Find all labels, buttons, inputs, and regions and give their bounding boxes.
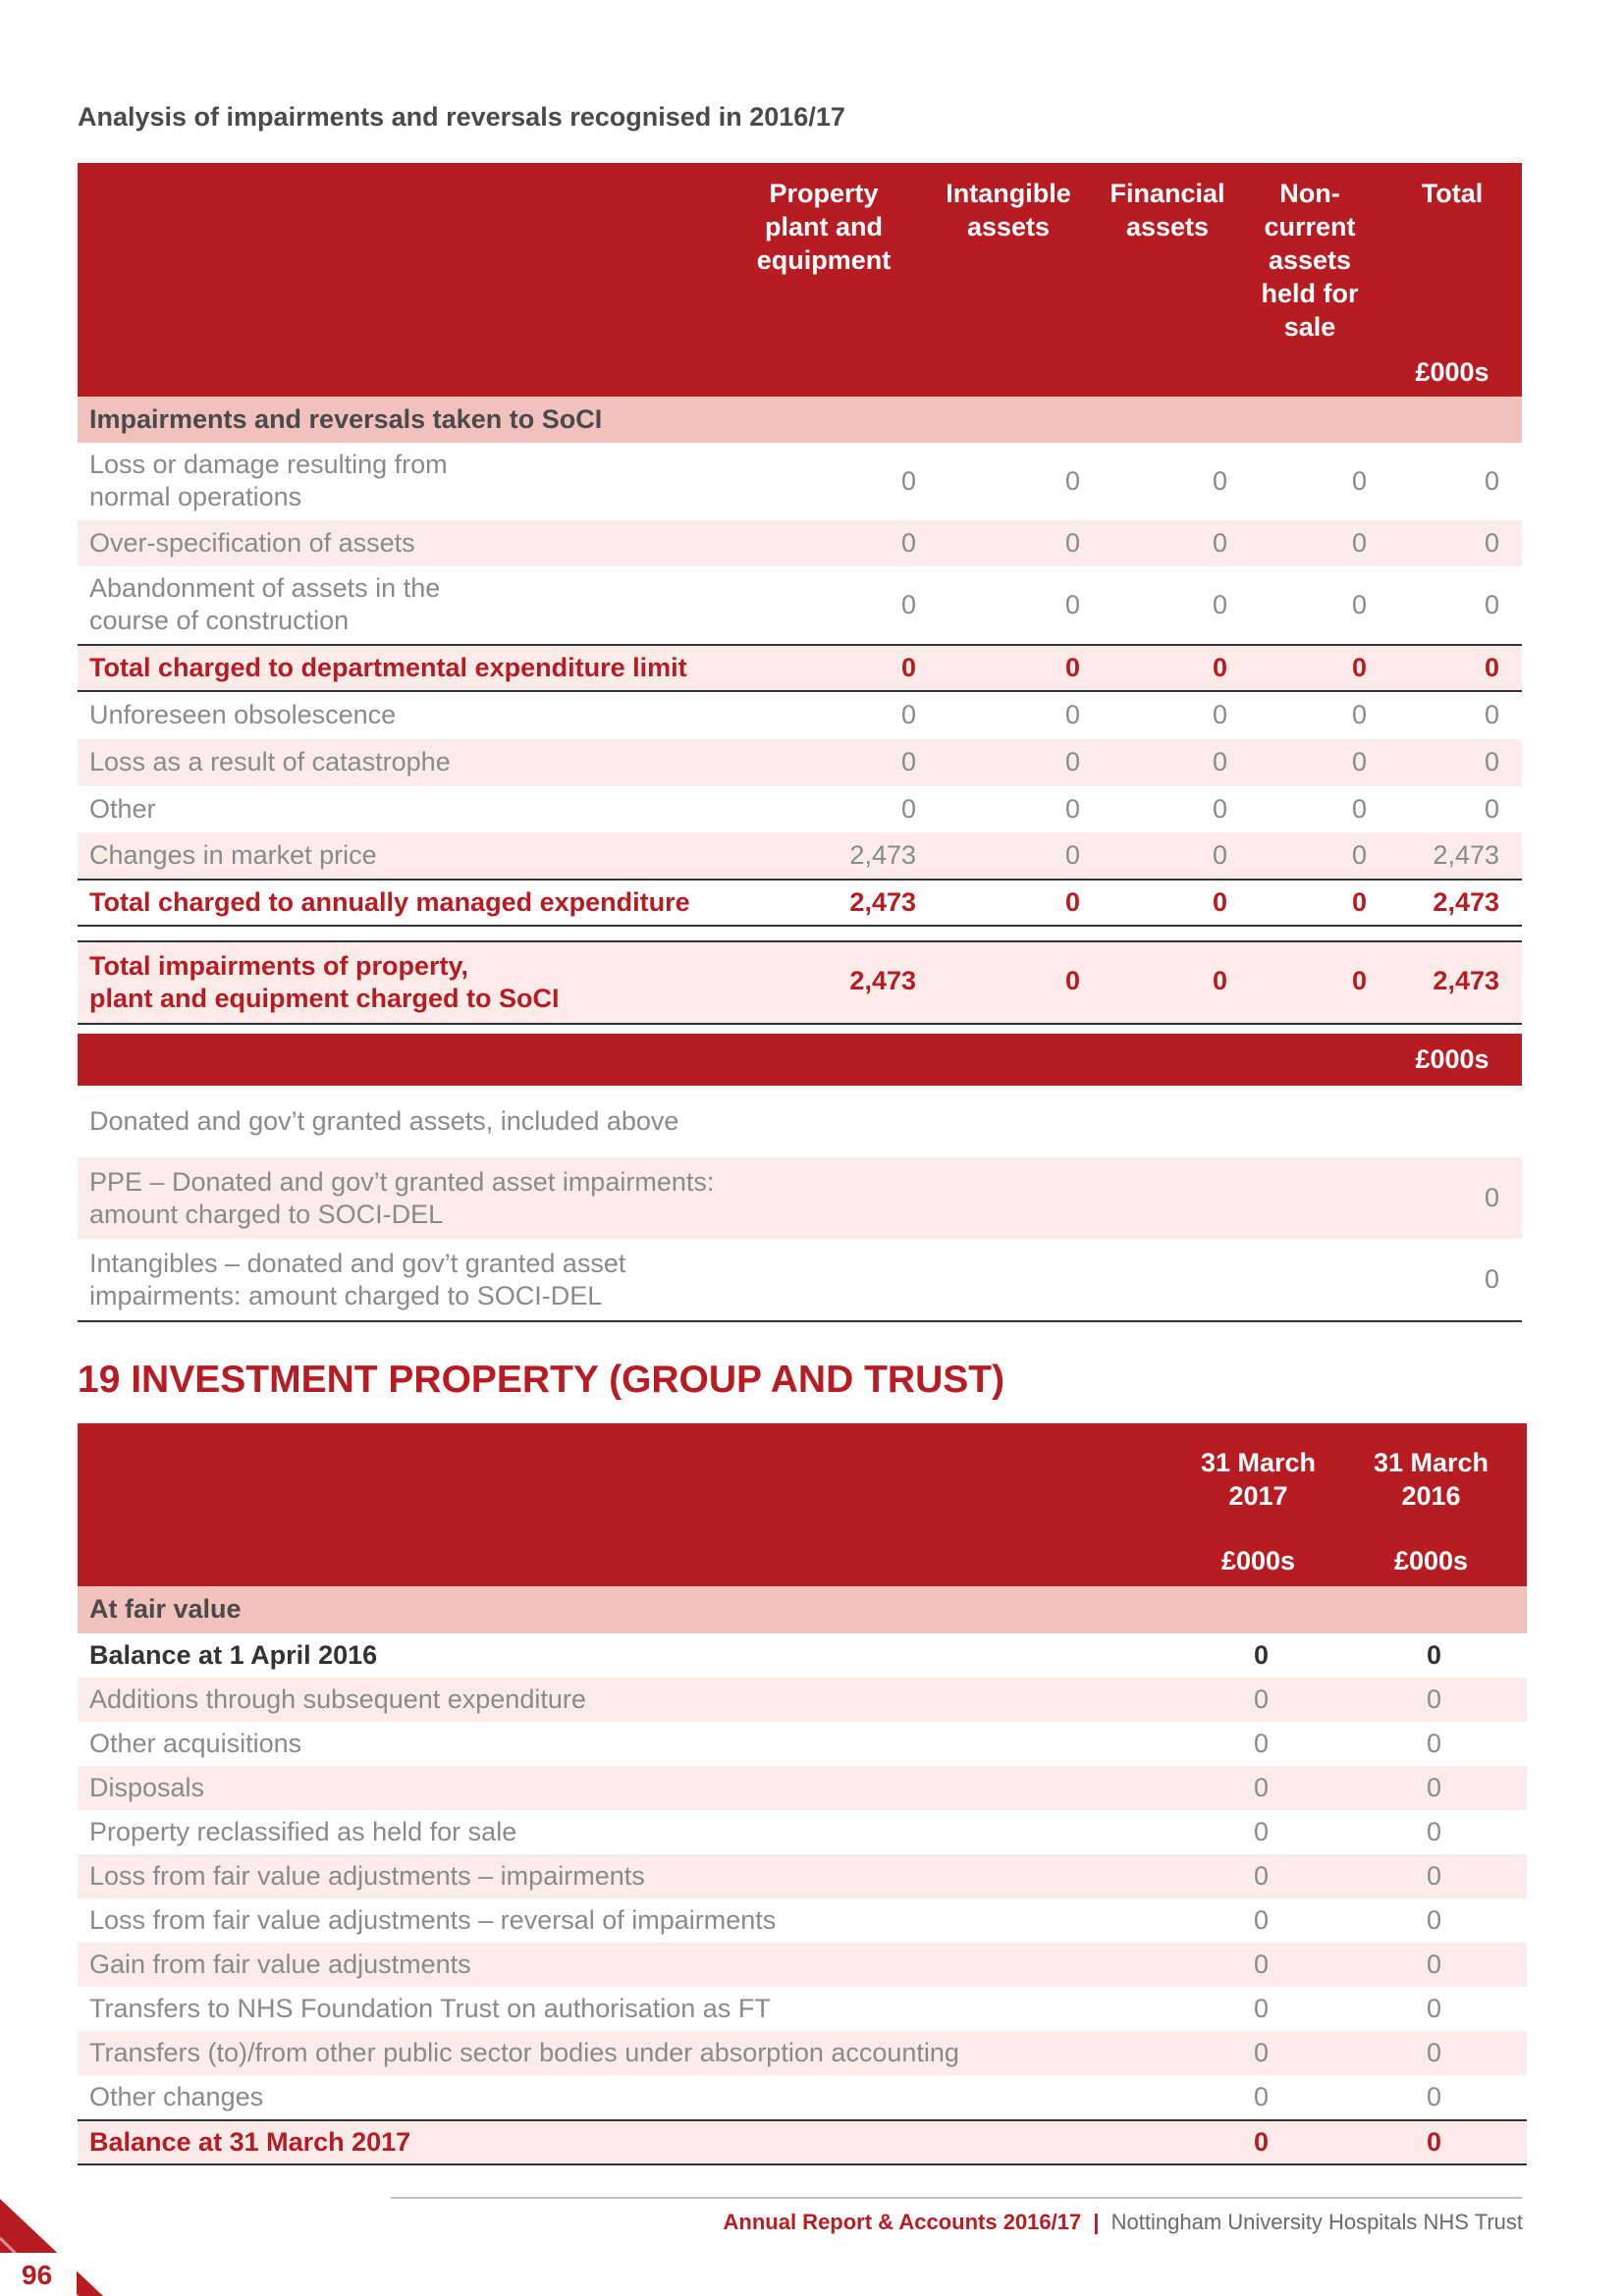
- row-label: Gain from fair value adjustments: [89, 1949, 471, 1979]
- table-row: [78, 520, 1522, 566]
- header-intangible-line: Intangible: [946, 179, 1071, 208]
- cell-value: 0: [900, 466, 916, 496]
- table-row: [78, 2031, 1527, 2075]
- cell-value: 0: [1484, 1183, 1499, 1212]
- cell-value: 0: [1253, 1817, 1269, 1846]
- row-label: Loss or damage resulting from normal operations: [89, 450, 448, 511]
- cell-value: 0: [900, 528, 916, 558]
- header-non-current-line: sale: [1283, 312, 1336, 342]
- cell-value: 2,473: [849, 966, 916, 995]
- cell-value: 0: [900, 747, 916, 776]
- row-label: PPE – Donated and gov’t granted asset impairments: amount charged to SOCI-DEL: [89, 1167, 715, 1229]
- cell-value: 0: [1426, 1729, 1441, 1758]
- table-row: [78, 692, 1522, 739]
- footer-separator: |: [1093, 2210, 1100, 2234]
- cell-value: 0: [1426, 1905, 1441, 1935]
- row-label: Unforeseen obsolescence: [89, 700, 397, 729]
- row-label: Loss from fair value adjustments – reversal of impairments: [89, 1905, 777, 1935]
- subheader-row: [78, 1586, 1527, 1633]
- header-non-current-line: held for: [1261, 279, 1359, 308]
- header-intangible: [940, 177, 1077, 243]
- cell-value: 0: [1064, 700, 1080, 729]
- section-heading: Analysis of impairments and reversals recognised in 2016/17: [78, 102, 845, 132]
- cell-value: 0: [1484, 528, 1499, 558]
- cell-value: 0: [1426, 1684, 1441, 1714]
- cell-value: 0: [1484, 700, 1499, 729]
- header-2016-unit: £000s: [1393, 1546, 1469, 1575]
- cell-value: 0: [1253, 1684, 1269, 1714]
- header-ppe-line: Property: [769, 179, 879, 208]
- row-label: Balance at 31 March 2017: [89, 2127, 411, 2157]
- cell-value: 0: [1351, 747, 1367, 776]
- row-label: Over-specification of assets: [89, 528, 415, 558]
- table-row: [78, 443, 1522, 520]
- cell-value: 0: [1351, 528, 1367, 558]
- header-2017: [1187, 1446, 1329, 1577]
- row-label: Total charged to annually managed expenditure: [89, 887, 690, 917]
- header-ppe-line: equipment: [756, 245, 892, 275]
- cell-value: 0: [1253, 1994, 1269, 2023]
- row-label: Donated and gov’t granted assets, included above: [89, 1106, 679, 1136]
- cell-value: 0: [1351, 966, 1367, 995]
- total-row: [78, 2119, 1527, 2165]
- row-label: Property reclassified as held for sale: [89, 1817, 517, 1846]
- cell-value: 0: [1064, 840, 1080, 870]
- cell-value: 0: [1212, 747, 1227, 776]
- table-row: [78, 1766, 1527, 1810]
- header-2017-line: 2017: [1228, 1481, 1288, 1511]
- cell-value: 0: [1212, 794, 1227, 824]
- cell-value: 0: [1212, 966, 1227, 995]
- cell-value: 0: [1426, 1817, 1441, 1846]
- row-label: Abandonment of assets in the course of construction: [89, 573, 441, 635]
- grand-total-row: [78, 940, 1522, 1025]
- header-2017-unit: £000s: [1220, 1546, 1296, 1575]
- header-unit: £000s: [1415, 1044, 1489, 1074]
- cell-value: 0: [1351, 794, 1367, 824]
- table-row: [78, 1898, 1527, 1943]
- table-row: [78, 1678, 1527, 1722]
- cell-value: 0: [1351, 466, 1367, 496]
- cell-value: 0: [900, 590, 916, 619]
- cell-value: 0: [1426, 2038, 1441, 2067]
- row-label: Loss as a result of catastrophe: [89, 747, 451, 776]
- caption-row: [78, 1086, 1522, 1157]
- table-row: [78, 1633, 1527, 1678]
- cell-value: 0: [1064, 653, 1080, 682]
- cell-value: 0: [1212, 528, 1227, 558]
- row-label: Changes in market price: [89, 840, 377, 870]
- investment-property-header: [78, 1423, 1527, 1586]
- row-label: Other acquisitions: [89, 1729, 302, 1758]
- subheader-label: At fair value: [89, 1594, 242, 1624]
- table-row: [78, 2075, 1527, 2119]
- cell-value: 0: [1351, 653, 1367, 682]
- cell-value: 0: [1484, 590, 1499, 619]
- cell-value: 0: [1426, 1994, 1441, 2023]
- cell-value: 0: [1064, 466, 1080, 496]
- cell-value: 0: [1064, 528, 1080, 558]
- table-row: [78, 832, 1522, 879]
- footer-report-title: Annual Report & Accounts 2016/17: [723, 2210, 1082, 2234]
- cell-value: 0: [1253, 1861, 1269, 1891]
- cell-value: 0: [1212, 700, 1227, 729]
- row-label: Transfers to NHS Foundation Trust on authorisation as FT: [89, 1994, 771, 2023]
- table-row: [78, 566, 1522, 644]
- cell-value: 0: [1212, 840, 1227, 870]
- cell-value: 0: [900, 653, 916, 682]
- cell-value: 0: [1484, 747, 1499, 776]
- table-row: [78, 786, 1522, 832]
- cell-value: 0: [1064, 794, 1080, 824]
- cell-value: 0: [1064, 747, 1080, 776]
- footer-rule: [391, 2197, 1522, 2199]
- row-label: Transfers (to)/from other public sector bodies under absorption accounting: [89, 2038, 959, 2067]
- row-label: Balance at 1 April 2016: [89, 1640, 378, 1670]
- table-row: [78, 1239, 1522, 1322]
- cell-value: 0: [1253, 2038, 1269, 2067]
- cell-value: 0: [1484, 653, 1499, 682]
- header-financial-line: assets: [1125, 212, 1210, 241]
- subheader-label: Impairments and reversals taken to SoCI: [89, 404, 603, 434]
- row-label: Total charged to departmental expenditure limit: [89, 653, 687, 682]
- cell-value: 0: [1064, 887, 1080, 917]
- header-financial-line: Financial: [1110, 179, 1225, 208]
- total-row: [78, 879, 1522, 927]
- cell-value: 0: [1426, 2082, 1441, 2111]
- footer-organisation: Nottingham University Hospitals NHS Trust: [1110, 2210, 1523, 2234]
- cell-value: 0: [1253, 2127, 1269, 2157]
- donated-assets-header: [78, 1034, 1522, 1086]
- header-intangible-line: assets: [966, 212, 1051, 241]
- row-label: Disposals: [89, 1773, 205, 1802]
- table-row: [78, 1810, 1527, 1854]
- table-row: [78, 1157, 1522, 1239]
- cell-value: 0: [1212, 466, 1227, 496]
- table-row: [78, 1722, 1527, 1766]
- cell-value: 0: [1426, 2127, 1441, 2157]
- header-unit: £000s: [1415, 357, 1489, 387]
- row-label: Loss from fair value adjustments – impairments: [89, 1861, 645, 1891]
- impairments-table: [78, 163, 1522, 1025]
- header-ppe-line: plant and: [765, 212, 883, 241]
- header-total: [1393, 177, 1511, 210]
- table-row: [78, 1854, 1527, 1898]
- table-row: [78, 739, 1522, 786]
- cell-value: 0: [1212, 653, 1227, 682]
- header-2017-line: 31 March: [1200, 1448, 1317, 1477]
- cell-value: 0: [1426, 1861, 1441, 1891]
- header-ppe: [755, 177, 893, 277]
- header-non-current-line: assets: [1268, 245, 1352, 275]
- row-label: Additions through subsequent expenditure: [89, 1684, 586, 1714]
- cell-value: 0: [1426, 1949, 1441, 1979]
- cell-value: 0: [1064, 966, 1080, 995]
- header-financial: [1104, 177, 1231, 243]
- corner-decoration: [0, 2199, 108, 2296]
- page-number: 96: [22, 2260, 53, 2290]
- cell-value: 0: [1351, 590, 1367, 619]
- cell-value: 0: [1351, 840, 1367, 870]
- investment-property-table: [78, 1423, 1527, 2165]
- cell-value: 0: [1253, 1949, 1269, 1979]
- row-label: Intangibles – donated and gov’t granted asset impairments: amount charged to SOCI-DEL: [89, 1249, 626, 1310]
- row-label: Other: [89, 794, 156, 824]
- cell-value: 0: [1253, 1729, 1269, 1758]
- cell-value: 0: [1426, 1773, 1441, 1802]
- section-19-title: 19 INVESTMENT PROPERTY (GROUP AND TRUST): [78, 1359, 1005, 1401]
- cell-value: 2,473: [1433, 887, 1499, 917]
- cell-value: 2,473: [1433, 966, 1499, 995]
- row-label: Other changes: [89, 2082, 264, 2111]
- subheader-row: [78, 397, 1522, 443]
- header-2016-line: 31 March: [1373, 1448, 1489, 1477]
- header-non-current: [1246, 177, 1374, 344]
- cell-value: 0: [1064, 590, 1080, 619]
- cell-value: 0: [1426, 1640, 1441, 1670]
- cell-value: 0: [1484, 466, 1499, 496]
- cell-value: 2,473: [849, 887, 916, 917]
- impairments-table-header: [78, 163, 1522, 397]
- cell-value: 0: [1351, 887, 1367, 917]
- cell-value: 0: [1253, 2082, 1269, 2111]
- row-label: Total impairments of property, plant and equipment charged to SoCI: [89, 951, 560, 1013]
- cell-value: 0: [1253, 1773, 1269, 1802]
- cell-value: 0: [1484, 794, 1499, 824]
- cell-value: 0: [1484, 1264, 1499, 1294]
- table-row: [78, 1943, 1527, 1987]
- header-non-current-line: Non-: [1279, 179, 1340, 208]
- cell-value: 2,473: [1433, 840, 1499, 870]
- footer: [724, 2210, 1523, 2235]
- cell-value: 0: [900, 794, 916, 824]
- donated-assets-table: [78, 1034, 1522, 1322]
- cell-value: 2,473: [849, 840, 916, 870]
- cell-value: 0: [900, 700, 916, 729]
- header-non-current-line: current: [1264, 212, 1356, 241]
- cell-value: 0: [1212, 887, 1227, 917]
- cell-value: 0: [1212, 590, 1227, 619]
- header-total-line: Total: [1421, 179, 1484, 208]
- cell-value: 0: [1351, 700, 1367, 729]
- total-row: [78, 644, 1522, 692]
- header-2016-line: 2016: [1401, 1481, 1461, 1511]
- header-2016: [1360, 1446, 1502, 1577]
- cell-value: 0: [1253, 1905, 1269, 1935]
- table-row: [78, 1987, 1527, 2031]
- cell-value: 0: [1253, 1640, 1269, 1670]
